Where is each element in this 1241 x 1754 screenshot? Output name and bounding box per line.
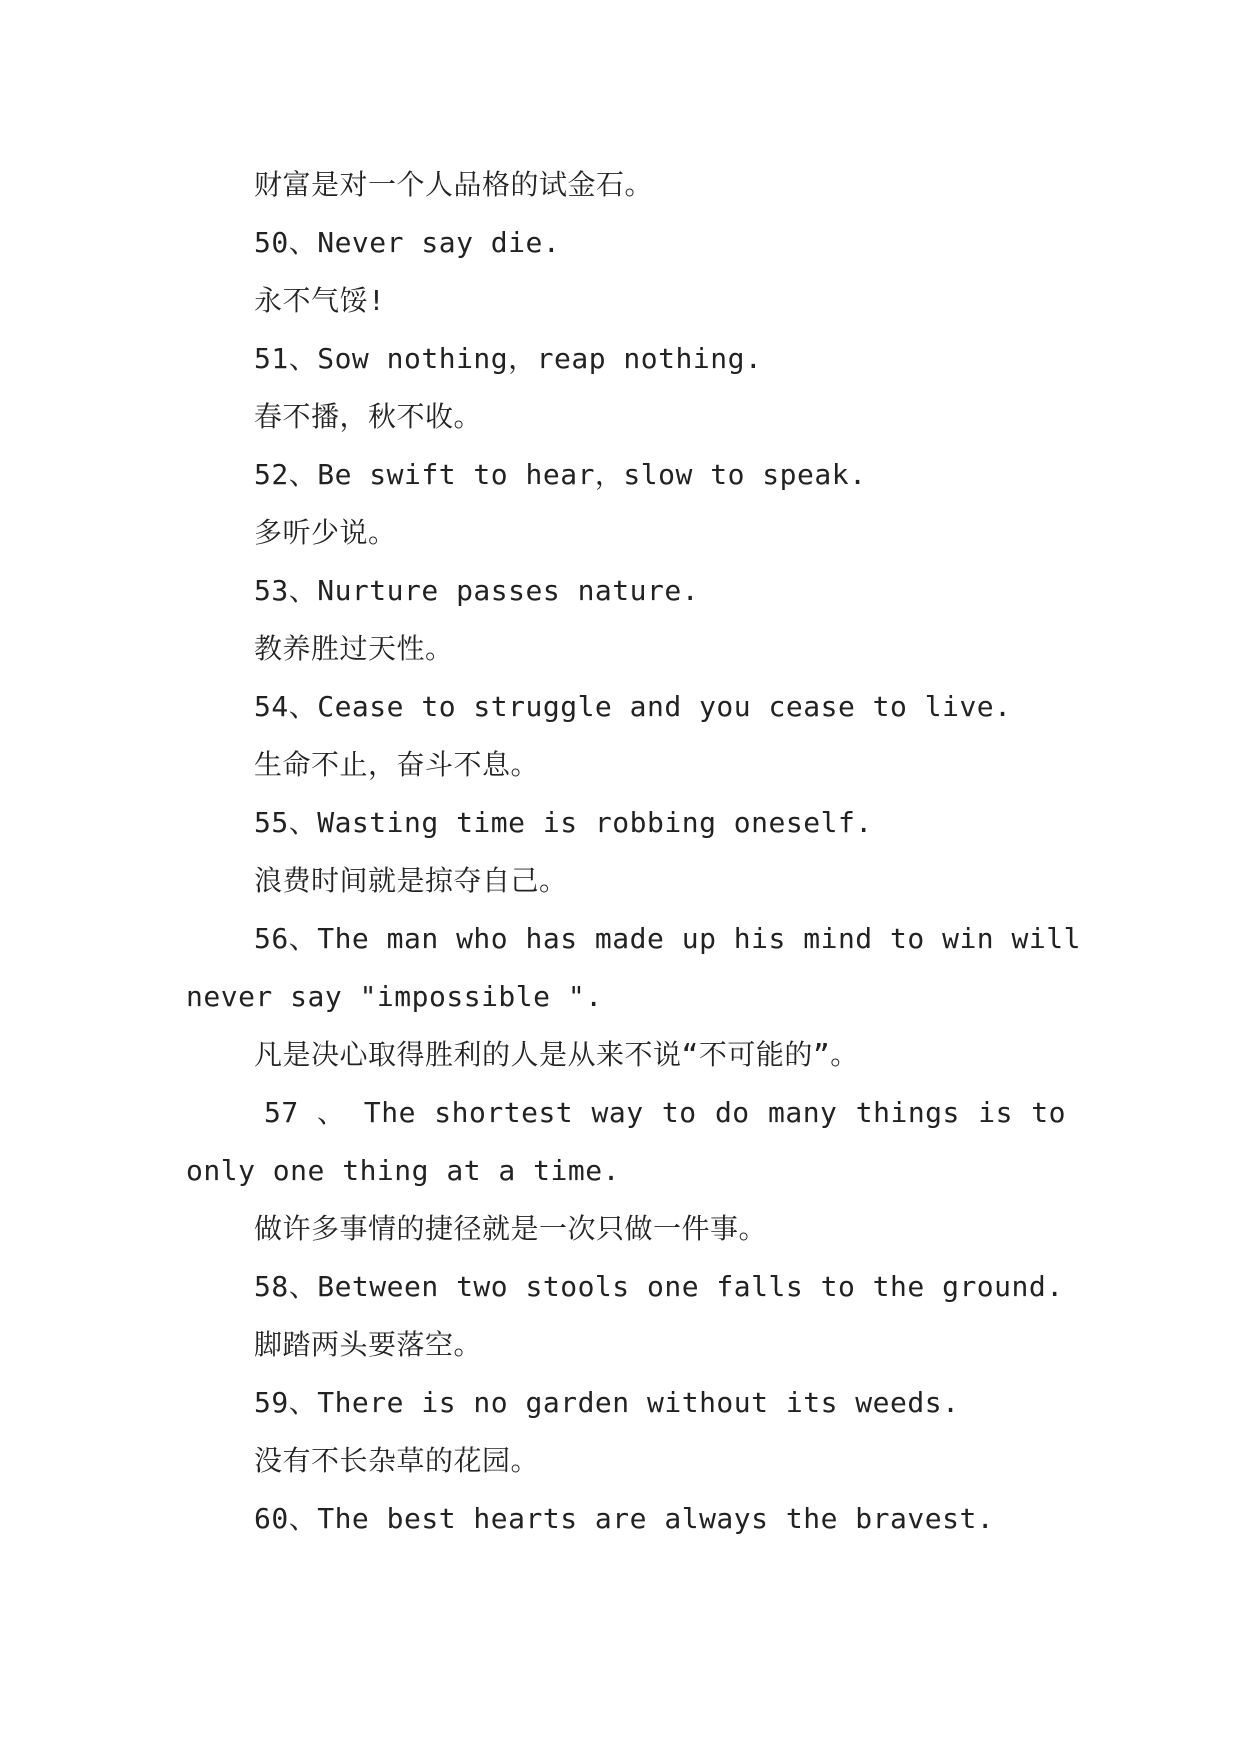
word: many xyxy=(767,1096,838,1129)
proverb-line: 51、Sow nothing，reap nothing. xyxy=(254,342,763,375)
translation-line: 凡是决心取得胜利的人是从来不说“不可能的”。 xyxy=(254,1038,859,1071)
proverb-line: 59、There is no garden without its weeds. xyxy=(254,1386,960,1419)
translation-line: 生命不止，奋斗不息。 xyxy=(254,748,540,781)
word: do xyxy=(714,1096,750,1129)
proverb-line: 54、Cease to struggle and you cease to live. xyxy=(254,690,1012,723)
proverb-line-justified xyxy=(186,1084,1066,1142)
document-body xyxy=(186,156,1081,1548)
translation-line: 脚踏两头要落空。 xyxy=(254,1328,483,1361)
word: to xyxy=(1031,1096,1066,1129)
translation-line: 永不气馁! xyxy=(254,284,386,317)
proverb-line: 52、Be swift to hear，slow to speak. xyxy=(254,458,867,491)
text-line: 财富是对一个人品格的试金石。 xyxy=(254,168,654,201)
word: things xyxy=(855,1096,960,1129)
word: 、 xyxy=(317,1096,346,1129)
translation-line: 没有不长杂草的花园。 xyxy=(254,1444,540,1477)
word: to xyxy=(661,1096,697,1129)
proverb-line: 60、The best hearts are always the bravest. xyxy=(254,1502,995,1535)
translation-line: 浪费时间就是掠夺自己。 xyxy=(254,864,568,897)
proverb-line: 56、The man who has made up his mind to win will xyxy=(254,922,1081,955)
word: way xyxy=(591,1096,644,1129)
word: 57 xyxy=(264,1096,299,1129)
word: is xyxy=(978,1096,1013,1129)
word: The xyxy=(363,1096,416,1129)
translation-line: 做许多事情的捷径就是一次只做一件事。 xyxy=(254,1212,768,1245)
translation-line: 春不播，秋不收。 xyxy=(254,400,483,433)
translation-line: 多听少说。 xyxy=(254,516,397,549)
proverb-continuation-line: only one thing at a time. xyxy=(186,1154,620,1187)
proverb-line: 58、Between two stools one falls to the ground. xyxy=(254,1270,1064,1303)
word: shortest xyxy=(434,1096,574,1129)
proverb-line: 50、Never say die. xyxy=(254,226,561,259)
proverb-line: 53、Nurture passes nature. xyxy=(254,574,700,607)
translation-line: 教养胜过天性。 xyxy=(254,632,454,665)
proverb-line: 55、Wasting time is robbing oneself. xyxy=(254,806,873,839)
proverb-continuation-line: never say "impossible ". xyxy=(186,980,603,1013)
